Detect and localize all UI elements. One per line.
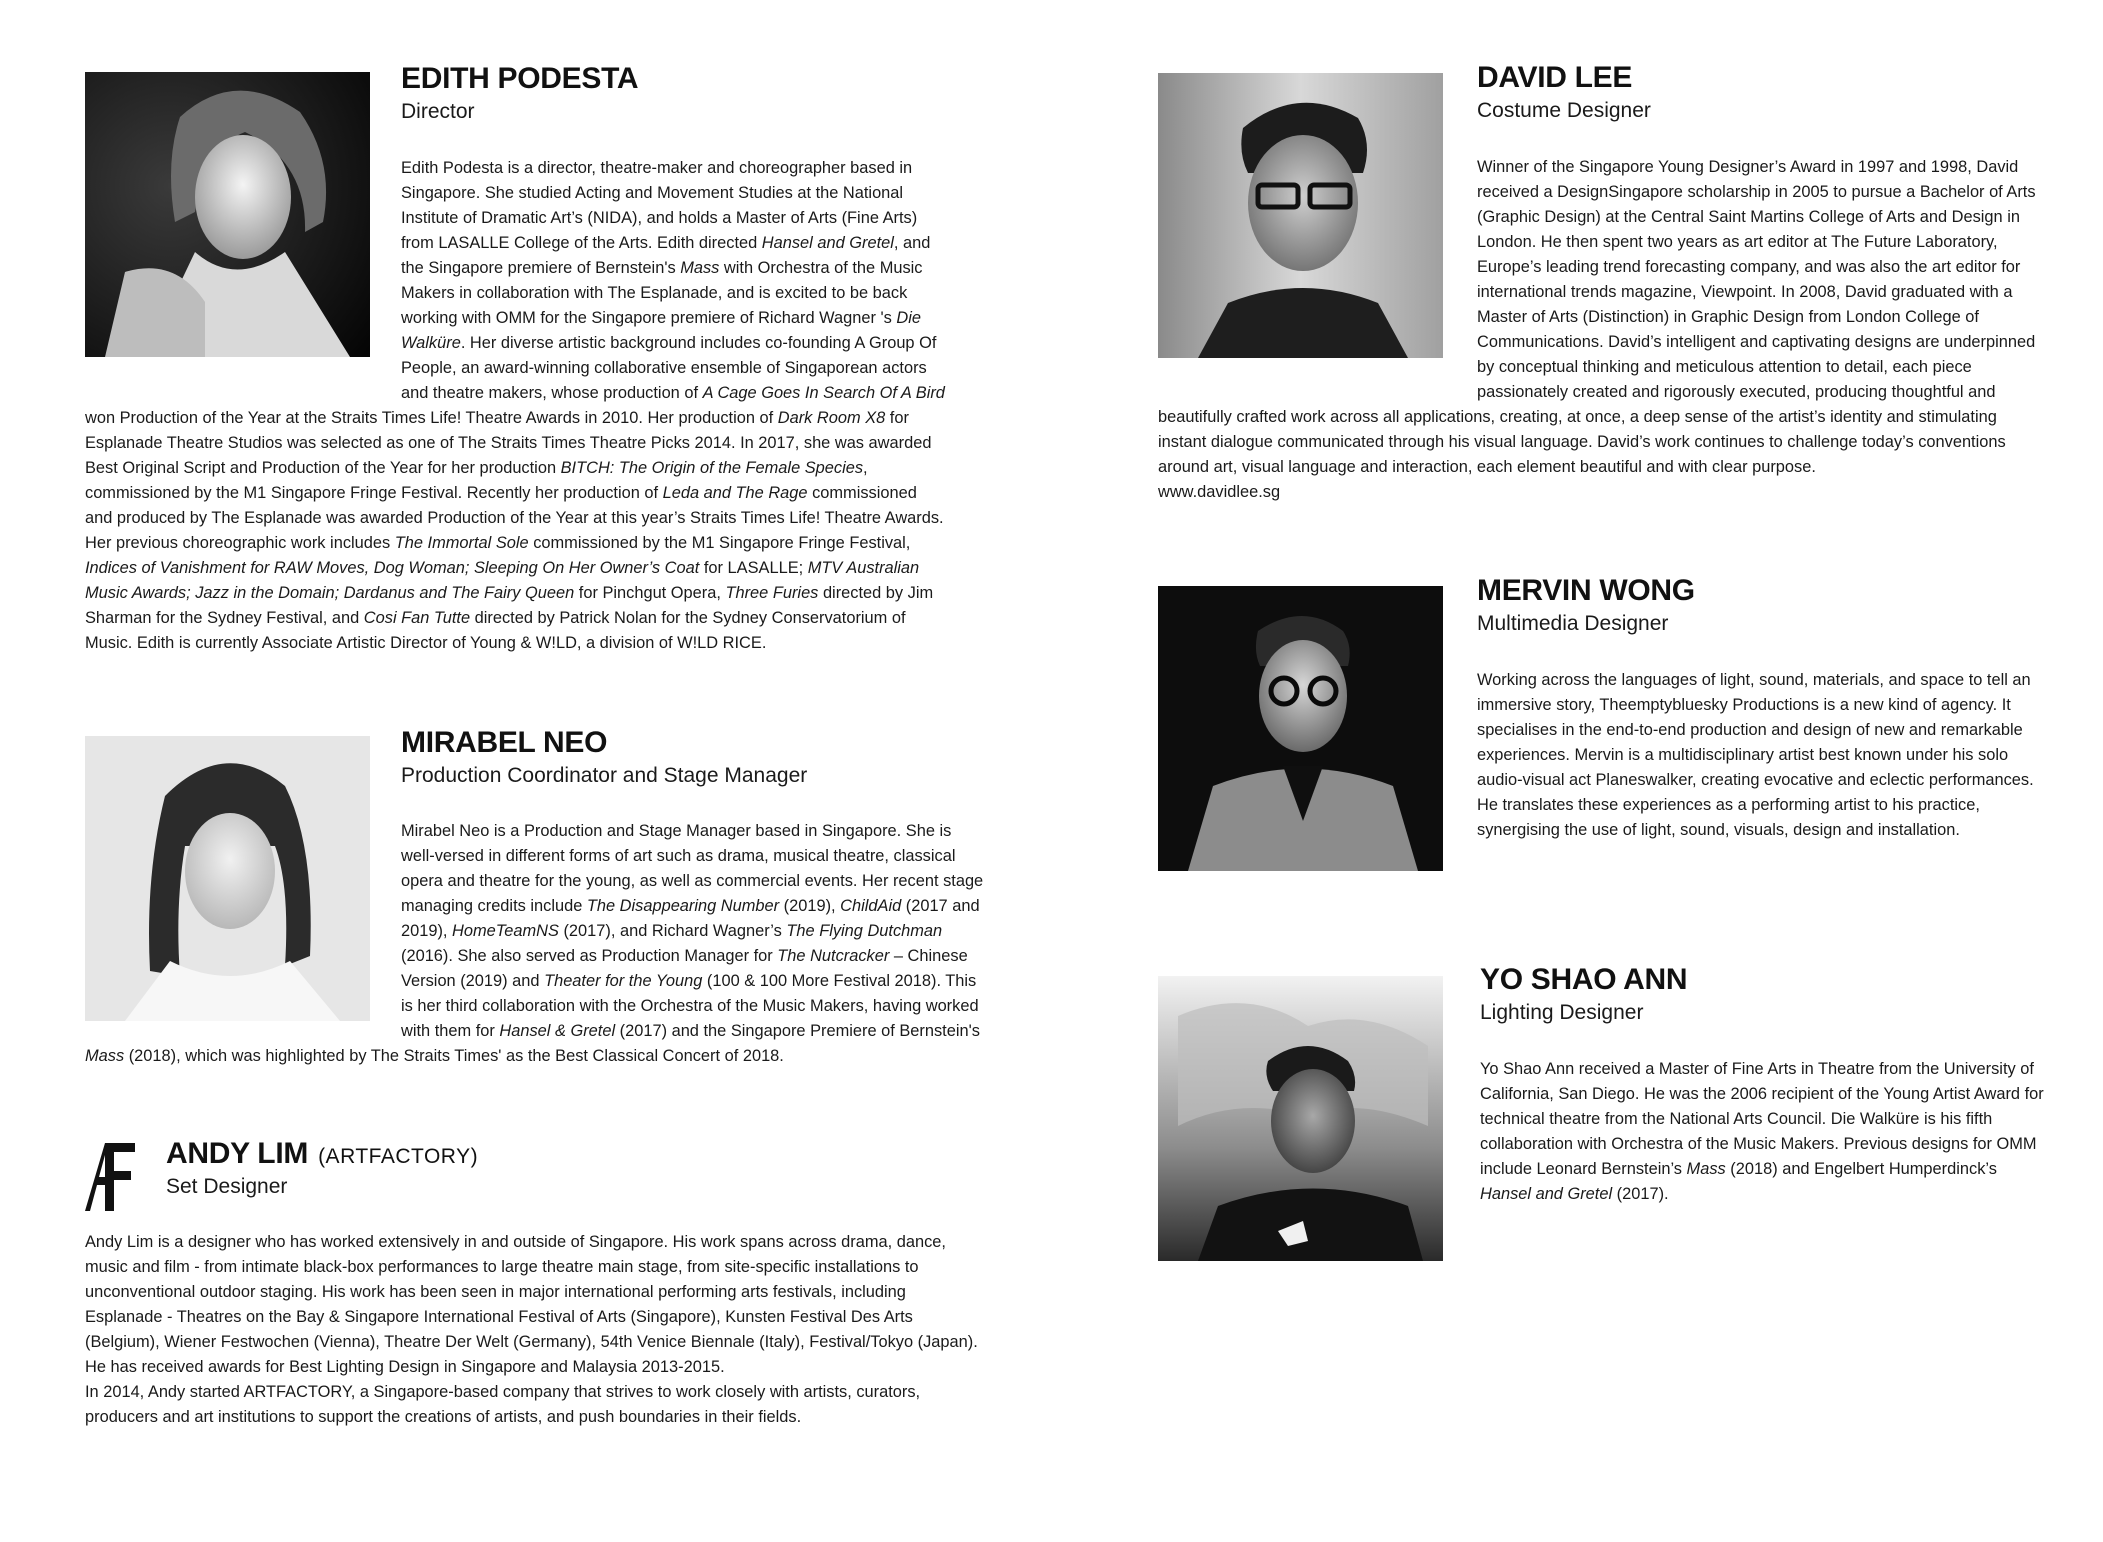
andy-lim-name-text: ANDY LIM <box>166 1137 309 1170</box>
mirabel-neo-name: MIRABEL NEO <box>401 726 608 759</box>
edith-podesta-bio-text: Edith Podesta is a director, theatre-maker and choreographer based in Singapore. She studied Acting and Movement Studies at the National Institute of Dramatic Art’s (NIDA), and holds a Master of Arts (Fine Arts) from LASALLE College of the Arts. Edith directed Hansel and Gretel, and the Singapore premiere of Bernstein's Mass with Orchestra of the Music Makers in collaboration with The Esplanade, and is excited to be back working with OMM for the Singapore premiere of Richard Wagner 's Die Walküre. Her diverse artistic background includes co-founding A Group Of People, an award-winning collaborative ensemble of Singaporean actors and theatre makers, whose production of A Cage Goes In Search Of A Bird won Production of the Year at the Straits Times Life! Theatre Awards in 2010. Her production of Dark Room X8 for Esplanade Theatre Studios was selected as one of The Straits Times Theatre Picks 2014. In 2017, she was awarded Best Original Script and Production of the Year for her production BITCH: The Origin of the Female Species, commissioned by the M1 Singapore Fringe Festival. Recently her production of Leda and The Rage commissioned and produced by The Esplanade was awarded Production of the Year at this year’s Straits Times Life! Theatre Awards. Her previous choreographic work includes The Immortal Sole commissioned by the M1 Singapore Fringe Festival, Indices of Vanishment for RAW Moves, Dog Woman; Sleeping On Her Owner’s Coat for LASALLE; MTV Australian Music Awards; Jazz in the Domain; Dardanus and The Fairy Queen for Pinchgut Opera, Three Furies directed by Jim Sharman for the Sydney Festival, and Cosi Fan Tutte directed by Patrick Nolan for the Sydney Conservatorium of Music. Edith is currently Associate Artistic Director of Young & W!LD, a division of W!LD RICE. <box>85 159 945 652</box>
andy-lim-name <box>166 1137 478 1171</box>
mervin-wong-bio: Working across the languages of light, sound, materials, and space to tell an immersive story, Theemptybluesky Productions is a new kind of agency. It specialises in the end-to-end production and design of new and remarkable experiences. Mervin is a multidisciplinary artist best known under his solo audio-visual act Planeswalker, creating evocative and eclectic performances. He translates these experiences as a performing artist to his practice, synergising the use of light, sound, visuals, design and installation. <box>1477 671 2034 839</box>
edith-podesta-bio <box>85 156 957 656</box>
andy-lim-company: (ARTFACTORY) <box>318 1145 479 1168</box>
david-lee-name: DAVID LEE <box>1477 61 1633 94</box>
portrait-photo-mervin <box>1158 586 1443 871</box>
yo-shao-ann-name: YO SHAO ANN <box>1480 963 1688 996</box>
mirabel-neo-role: Production Coordinator and Stage Manager <box>401 764 808 787</box>
yo-shao-ann-bio: Yo Shao Ann received a Master of Fine Arts in Theatre from the University of California, San Diego. He was the 2006 recipient of the Young Artist Award for technical theatre from the National Arts Council. Die Walküre is his fifth collaboration with Orchestra of the Music Makers. Previous designs for OMM include Leonard Bernstein’s Mass (2018) and Engelbert Humperdinck’s Hansel and Gretel (2017). <box>1480 1060 2044 1203</box>
andy-lim-bio-text-2: In 2014, Andy started ARTFACTORY, a Singapore-based company that strives to work closely with artists, curators, producers and art institutions to support the creations of artists, and push boundaries in their fields. <box>85 1383 921 1426</box>
david-lee-website: www.davidlee.sg <box>1158 483 1281 501</box>
edith-podesta-name: EDITH PODESTA <box>401 62 639 95</box>
david-lee-role: Costume Designer <box>1477 99 1651 122</box>
mervin-wong-name: MERVIN WONG <box>1477 574 1695 607</box>
andy-lim-bio-text: Andy Lim is a designer who has worked extensively in and outside of Singapore. His work spans across drama, dance, music and film - from intimate black-box performances to large theatre main stage, from site-specific installations to unconventional outdoor staging. His work has been seen in major international performing arts festivals, including Esplanade - Theatres on the Bay & Singapore International Festival of Arts (Singapore), Kunsten Festival Des Arts (Belgium), Wiener Festwochen (Vienna), Theatre Der Welt (Germany), 54th Venice Biennale (Italy), Festival/Tokyo (Japan). He has received awards for Best Lighting Design in Singapore and Malaysia 2013-2015. <box>85 1233 978 1376</box>
mervin-wong-photo <box>1158 586 1443 871</box>
portrait-photo-yo <box>1158 976 1443 1261</box>
andy-lim-role: Set Designer <box>166 1175 288 1198</box>
yo-shao-ann-role: Lighting Designer <box>1480 1001 1644 1024</box>
david-lee-bio <box>1158 155 2038 505</box>
andy-lim-bio <box>85 1230 985 1430</box>
edith-podesta-role: Director <box>401 100 475 123</box>
mirabel-neo-bio <box>85 819 985 1069</box>
artfactory-logo <box>85 1143 135 1211</box>
mirabel-neo-bio-text: Mirabel Neo is a Production and Stage Manager based in Singapore. She is well-versed in different forms of art such as drama, musical theatre, classical opera and theatre for the young, as well as commercial events. Her recent stage managing credits include The Disappearing Number (2019), ChildAid (2017 and 2019), HomeTeamNS (2017), and Richard Wagner’s The Flying Dutchman (2016). She also served as Production Manager for The Nutcracker – Chinese Version (2019) and Theater for the Young (100 & 100 More Festival 2018). This is her third collaboration with the Orchestra of the Music Makers, having worked with them for Hansel & Gretel (2017) and the Singapore Premiere of Bernstein's Mass (2018), which was highlighted by The Straits Times' as the Best Classical Concert of 2018. <box>85 822 984 1065</box>
david-lee-bio-text: Winner of the Singapore Young Designer’s Award in 1997 and 1998, David received a DesignSingapore scholarship in 2005 to pursue a Bachelor of Arts (Graphic Design) at the Central Saint Martins College of Arts and Design in London. He then spent two years as art editor at The Future Laboratory, Europe’s leading trend forecasting company, and was also the art editor for international trends magazine, Viewpoint. In 2008, David graduated with a Master of Arts (Distinction) in Graphic Design from London College of Communications. David’s intelligent and captivating designs are underpinned by conceptual thinking and meticulous attention to detail, each piece passionately created and rigorously executed, producing thoughtful and beautifully crafted work across all applications, creating, at once, a deep sense of the artist’s identity and stimulating instant dialogue communicated through his visual language. David’s work continues to challenge today’s conventions around art, visual language and interaction, each element beautiful and with clear purpose. <box>1158 158 2036 476</box>
yo-shao-ann-photo <box>1158 976 1443 1261</box>
mervin-wong-role: Multimedia Designer <box>1477 612 1669 635</box>
